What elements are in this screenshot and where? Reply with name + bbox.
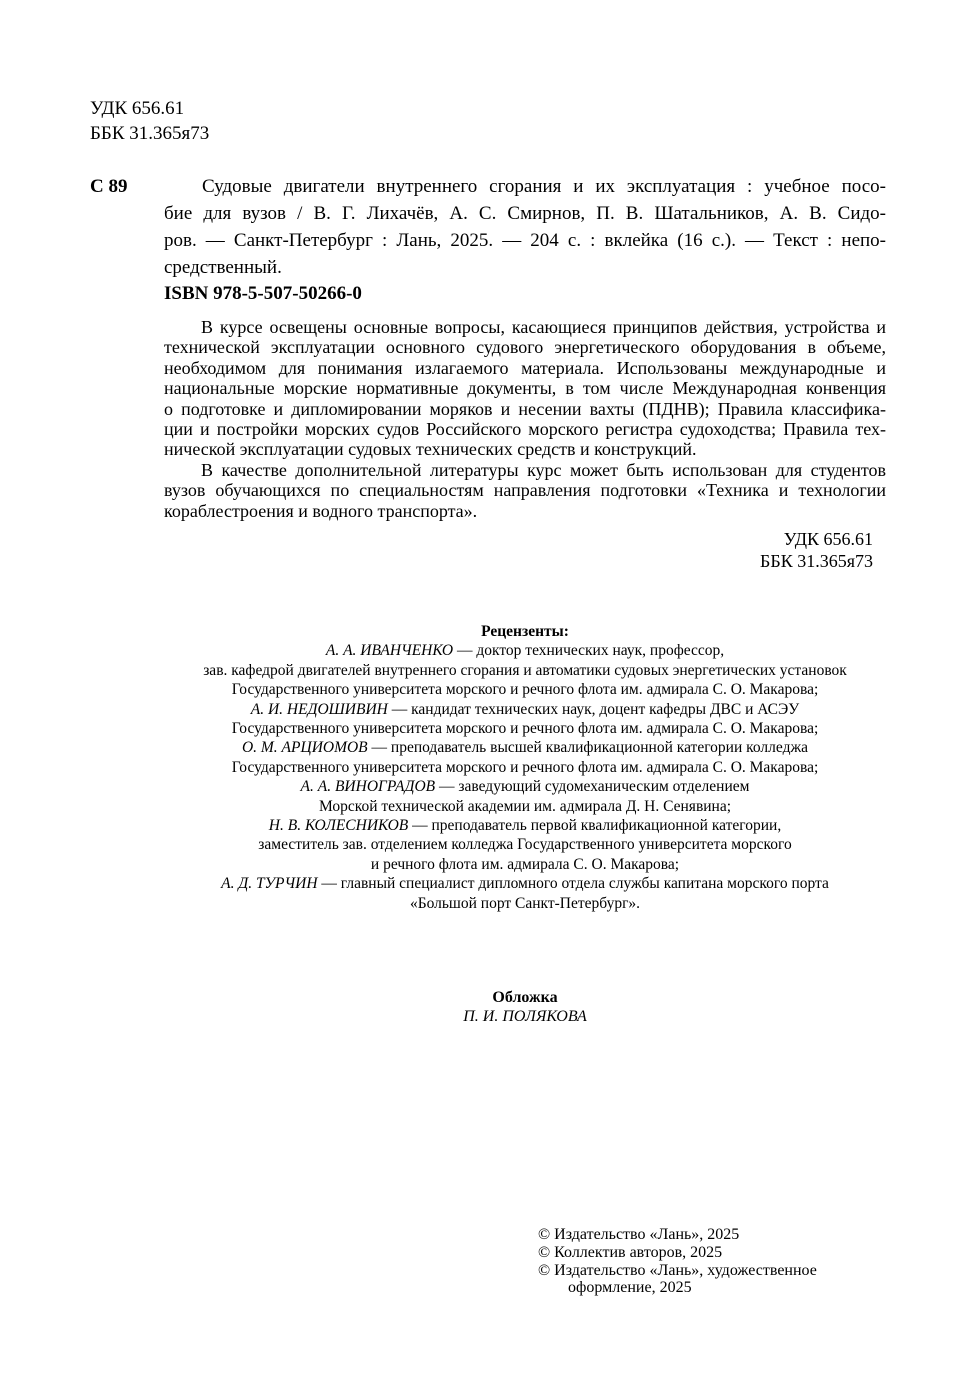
bbk-code: ББК 31.365я73 xyxy=(760,551,873,571)
reviewer-text: Государственного университета морского и речного флота им. адмирала С. О. Макарова; xyxy=(231,758,819,776)
reviewer-text: зав. кафедрой двигателей внутреннего сгорания и автоматики судовых энергетических установок xyxy=(203,661,847,679)
classification-block-right xyxy=(760,528,873,572)
reviewer-text: Государственного университета морского и речного флота им. адмирала С. О. Макарова; xyxy=(231,681,819,699)
reviewer-name: О. М. АРЦИОМОВ xyxy=(241,739,368,757)
annotation-line: В курсе освещены основные вопросы, касающиеся принципов действия, устройства и xyxy=(201,317,886,337)
reviewers-heading: Рецензенты: xyxy=(481,623,569,640)
copyright-line: оформление, 2025 xyxy=(568,1279,692,1297)
reviewer-text: — заведующий судомеханическим отделением xyxy=(435,778,750,796)
udk-code: УДК 656.61 xyxy=(90,98,185,119)
annotation-line: В качестве дополнительной литературы курс может быть использован для студентов xyxy=(201,459,886,480)
copyright-line: © Издательство «Лань», художественное xyxy=(538,1261,817,1279)
cover-credit xyxy=(0,988,976,1026)
bibliographic-line: средственный. xyxy=(164,257,282,278)
udk-code: УДК 656.61 xyxy=(783,529,873,549)
reviewer-text: и речного флота им. адмирала С. О. Макарова; xyxy=(370,855,680,873)
classification-block-top xyxy=(90,96,209,146)
reviewers-block xyxy=(0,622,976,913)
reviewer-text: — преподаватель первой квалификационной категории, xyxy=(408,817,782,835)
copyright-line: © Коллектив авторов, 2025 xyxy=(538,1243,723,1261)
reviewer-entry xyxy=(0,874,976,893)
reviewer-name: А. И. НЕДОШИВИН xyxy=(250,700,388,718)
cover-designer: П. И. ПОЛЯКОВА xyxy=(463,1008,587,1025)
reviewer-text: Морской технической академии им. адмирала Д. Н. Сенявина; xyxy=(318,797,732,815)
annotation-line: кораблестроения и водного транспорта». xyxy=(164,500,478,521)
bibliographic-line: бие для вузов / В. Г. Лихачёв, А. С. Смирнов, П. В. Шатальников, А. В. Сидо- xyxy=(164,203,886,224)
reviewer-name: А. Д. ТУРЧИН xyxy=(221,875,318,893)
cover-heading: Обложка xyxy=(492,989,558,1006)
reviewer-text: Государственного университета морского и речного флота им. адмирала С. О. Макарова; xyxy=(231,720,819,738)
annotation-paragraph xyxy=(164,460,886,521)
annotation-line: ции и постройки морских судов Российского морского регистра судоходства; Правила тех- xyxy=(164,419,886,440)
copyright-line: © Издательство «Лань», 2025 xyxy=(538,1226,740,1243)
reviewer-entry xyxy=(0,777,976,796)
annotation-line: о подготовке и дипломировании моряков и несении вахты (ПДНВ); Правила классифика- xyxy=(164,398,886,419)
author-mark: С 89 xyxy=(90,176,128,197)
bbk-code: ББК 31.365я73 xyxy=(90,123,210,144)
isbn: ISBN 978-5-507-50266-0 xyxy=(164,283,362,304)
reviewer-entry xyxy=(0,738,976,757)
reviewer-text: — главный специалист дипломного отдела службы капитана морского порта xyxy=(317,875,829,893)
reviewer-text: заместитель зав. отделением колледжа Государственного университета морского xyxy=(258,836,792,854)
annotation-paragraph xyxy=(164,317,886,460)
annotation-line: нической эксплуатации судовых технических средств и конструкций. xyxy=(164,439,697,460)
reviewer-entry xyxy=(0,816,976,835)
reviewer-text: — преподаватель высшей квалификационной категории колледжа xyxy=(367,739,809,757)
copyright-block xyxy=(538,1226,817,1297)
reviewer-text: — доктор технических наук, профессор, xyxy=(453,642,725,660)
bibliographic-line: Судовые двигатели внутреннего сгорания и их эксплуатация : учебное посо- xyxy=(202,176,886,197)
reviewer-entry xyxy=(0,641,976,660)
reviewer-entry xyxy=(0,700,976,719)
annotation-line: вузов обучающихся по специальностям направления подготовки «Техника и технологии xyxy=(164,480,886,501)
annotation xyxy=(164,317,886,521)
bibliographic-line: ров. — Санкт-Петербург : Лань, 2025. — 204 с. : вклейка (16 с.). — Текст : непо- xyxy=(164,230,886,251)
reviewer-name: А. А. ИВАНЧЕНКО xyxy=(325,642,454,660)
annotation-line: технической эксплуатации основного судового энергетического оборудования в объеме, xyxy=(164,337,886,358)
annotation-line: национальные морские нормативные документы, в том числе Международная конвенция xyxy=(164,378,886,399)
reviewer-text: «Большой порт Санкт-Петербург». xyxy=(409,894,641,912)
reviewer-name: Н. В. КОЛЕСНИКОВ xyxy=(268,817,409,835)
reviewer-text: — кандидат технических наук, доцент кафедры ДВС и АСЭУ xyxy=(387,700,800,718)
bibliographic-record xyxy=(164,173,886,281)
reviewer-name: А. А. ВИНОГРАДОВ xyxy=(300,778,436,796)
annotation-line: необходимом для понимания излагаемого материала. Использованы международные и xyxy=(164,357,886,378)
